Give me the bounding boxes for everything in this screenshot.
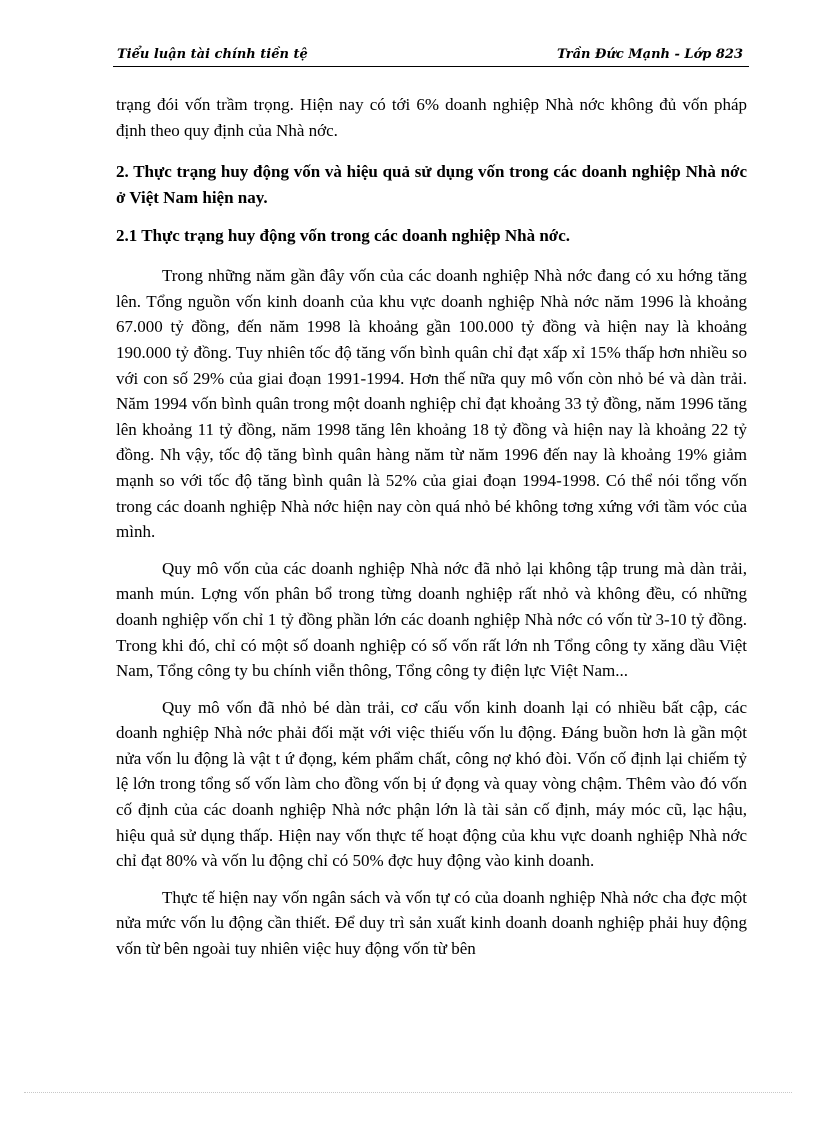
header-author: Trần Đức Mạnh - Lớp 823 <box>557 47 743 62</box>
header-document-title: Tiểu luận tài chính tiền tệ <box>117 47 308 62</box>
page-header <box>113 44 749 67</box>
section-heading-2: 2. Thực trạng huy động vốn và hiệu quả sử dụng vốn trong các doanh nghiệp Nhà nớc ở Việt Nam hiện nay. <box>116 162 747 208</box>
paragraph-continuation: trạng đói vốn trầm trọng. Hiện nay có tới 6% doanh nghiệp Nhà nớc không đủ vốn pháp định theo quy định của Nhà nớc. <box>116 95 747 140</box>
document-body <box>116 92 747 962</box>
page-bottom-border <box>24 1092 792 1093</box>
subsection-heading-2-1: 2.1 Thực trạng huy động vốn trong các doanh nghiệp Nhà nớc. <box>116 226 571 246</box>
paragraph-capital-growth: Trong những năm gần đây vốn của các doanh nghiệp Nhà nớc đang có xu hớng tăng lên. Tổng nguồn vốn kinh doanh của khu vực doanh nghiệp Nhà nớc năm 1996 là khoảng 67.000 tỷ đồng, đến năm 1998 là khoảng gần 100.000 tỷ đồng và hiện nay là khoảng 190.000 tỷ đồng. Tuy nhiên tốc độ tăng vốn bình quân chỉ đạt xấp xỉ 15% thấp hơn nhiều so với con số 29% của giai đoạn 1991-1994. Hơn thế nữa quy mô vốn còn nhỏ bé và dàn trải. Năm 1994 vốn bình quân trong một doanh nghiệp chỉ đạt khoảng 33 tỷ đồng, năm 1996 tăng lên khoảng 11 tỷ đồng, năm 1998 tăng lên khoảng 18 tỷ đồng và hiện nay là khoảng 22 tỷ đồng. Nh vậy, tốc độ tăng bình quân hàng năm từ năm 1996 đến nay là khoảng 19% giảm mạnh so với tốc độ tăng bình quân là 52% của giai đoạn 1994-1998. Có thể nói tổng vốn trong các doanh nghiệp Nhà nớc hiện nay còn quá nhỏ bé không tơng xứng với tầm vóc của mình. <box>116 266 747 542</box>
paragraph-capital-structure: Quy mô vốn đã nhỏ bé dàn trải, cơ cấu vốn kinh doanh lại có nhiều bất cập, các doanh nghiệp Nhà nớc phải đối mặt với việc thiếu vốn lu động. Đáng buồn hơn là gần một nửa vốn lu động là vật t ứ đọng, kém phẩm chất, công nợ khó đòi. Vốn cố định lại chiếm tỷ lệ lớn trong tổng số vốn làm cho đồng vốn bị ứ đọng và quay vòng chậm. Thêm vào đó vốn cố định của các doanh nghiệp Nhà nớc phận lớn là tài sản cố định, máy móc cũ, lạc hậu, hiệu quả sử dụng thấp. Hiện nay vốn thực tế hoạt động của khu vực doanh nghiệp Nhà nớc chỉ đạt 80% và vốn lu động chỉ có 50% đợc huy động vào kinh doanh. <box>116 697 747 871</box>
paragraph-capital-scale: Quy mô vốn của các doanh nghiệp Nhà nớc đã nhỏ lại không tập trung mà dàn trải, manh mún. Lợng vốn phân bổ trong từng doanh nghiệp rất nhỏ và không đều, có những doanh nghiệp vốn chỉ 1 tỷ đồng phần lớn các doanh nghiệp Nhà nớc có vốn từ 3-10 tỷ đồng. Trong khi đó, chỉ có một số doanh nghiệp có số vốn rất lớn nh Tổng công ty xăng dầu Việt Nam, Tổng công ty bu chính viễn thông, Tổng công ty điện lực Việt Nam... <box>116 558 747 681</box>
paragraph-working-capital: Thực tế hiện nay vốn ngân sách và vốn tự có của doanh nghiệp Nhà nớc cha đợc một nửa mức vốn lu động cần thiết. Để duy trì sản xuất kinh doanh doanh nghiệp phải huy động vốn từ bên ngoài tuy nhiên việc huy động vốn từ bên <box>116 887 747 959</box>
